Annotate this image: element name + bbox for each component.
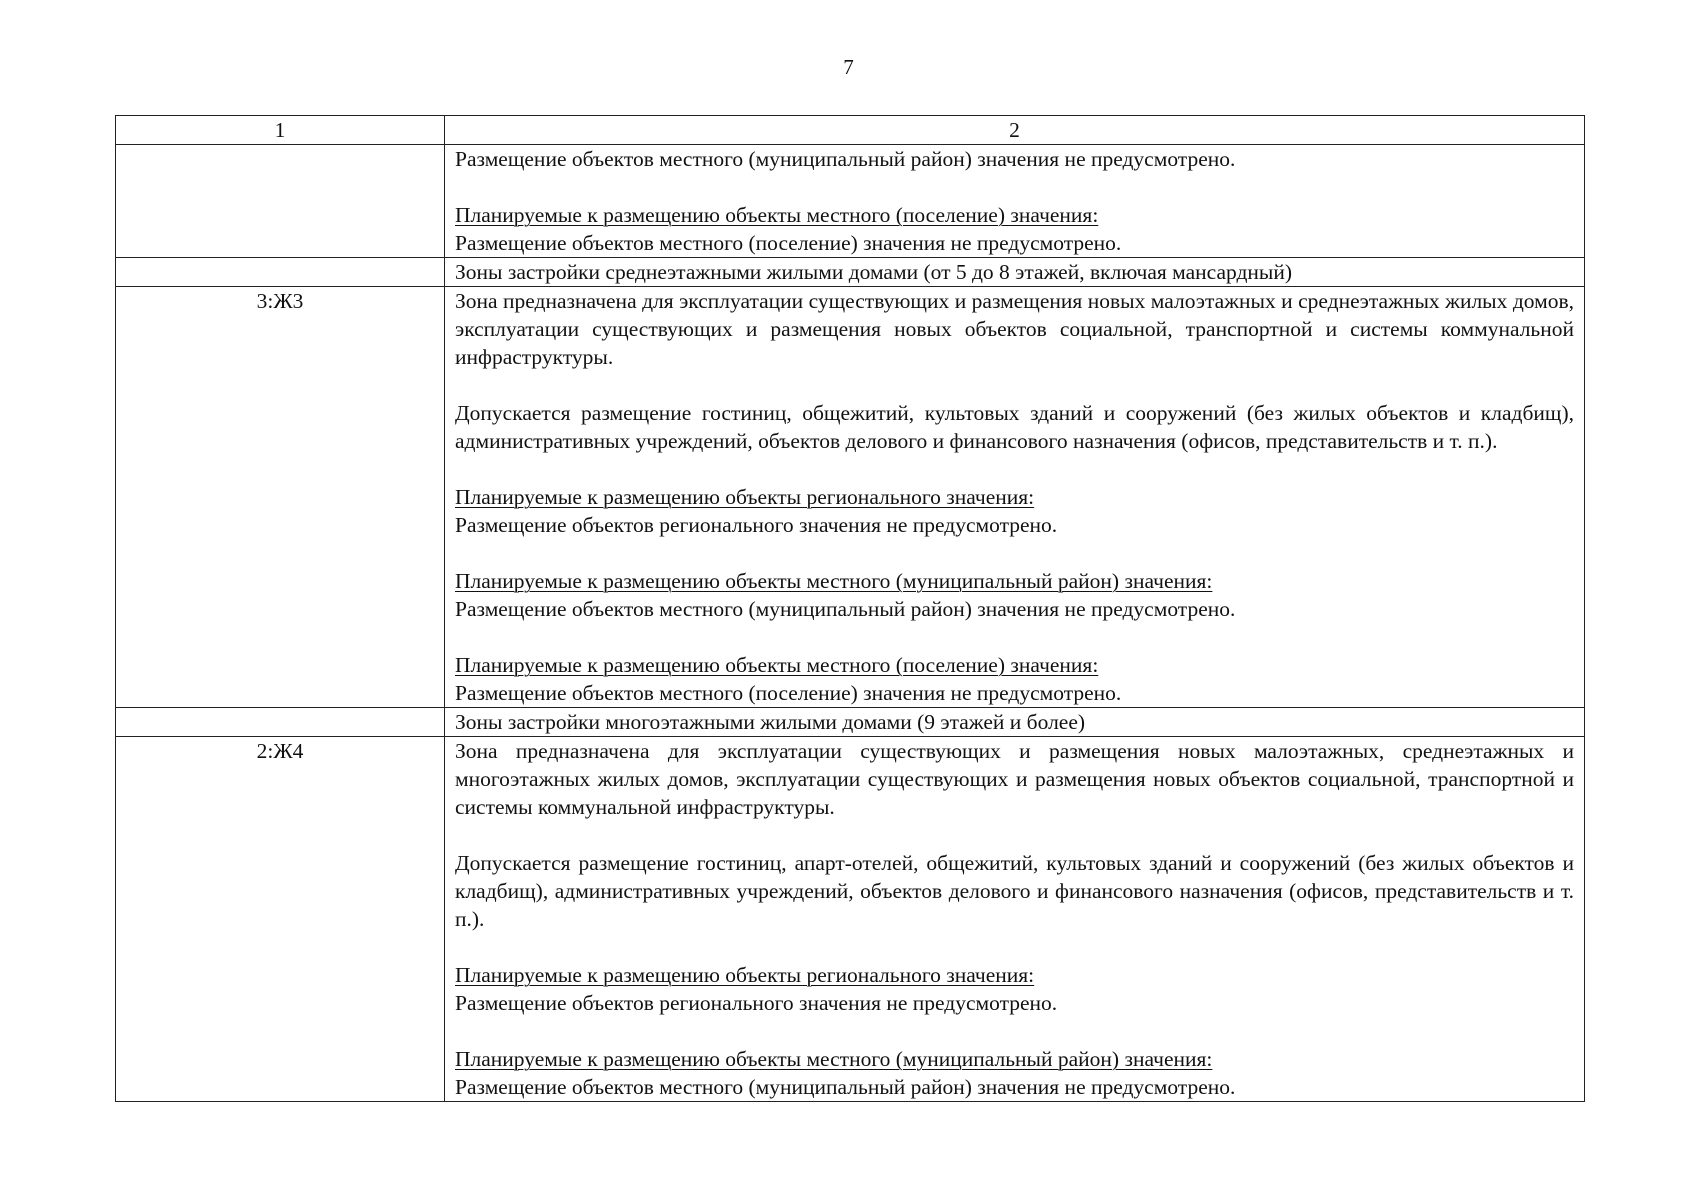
municipal-objects-text: Размещение объектов местного (муниципальный район) значения не предусмотрено. [455, 147, 1236, 171]
regional-objects-heading: Планируемые к размещению объекты регионального значения: [455, 963, 1035, 987]
municipal-objects-text: Размещение объектов местного (муниципальный район) значения не предусмотрено. [455, 1075, 1236, 1099]
municipal-objects-heading: Планируемые к размещению объекты местного (муниципальный район) значения: [455, 1047, 1213, 1071]
settlement-objects-heading: Планируемые к размещению объекты местного (поселение) значения: [455, 203, 1099, 227]
zone-purpose-text: Зона предназначена для эксплуатации существующих и размещения новых малоэтажных, среднеэтажных и многоэтажных жилых домов, эксплуатации существующих и размещения новых объектов социальной, транспортной и системы коммунальной инфраструктуры. [455, 739, 1574, 819]
zone-group-title: Зоны застройки среднеэтажными жилыми домами (от 5 до 8 этажей, включая мансардный) [445, 258, 1585, 287]
regional-objects-text: Размещение объектов регионального значения не предусмотрено. [455, 991, 1058, 1015]
settlement-objects-text: Размещение объектов местного (поселение) значения не предусмотрено. [455, 231, 1122, 255]
table-row-group-zh4 [116, 708, 1585, 737]
zone-code-cell [116, 258, 445, 287]
zone-purpose-text: Зона предназначена для эксплуатации существующих и размещения новых малоэтажных и среднеэтажных жилых домов, эксплуатации существующих и размещения новых объектов социальной, транспортной и системы коммунальной инфраструктуры. [455, 289, 1574, 369]
zone-code-cell [116, 145, 445, 258]
zone-description-cell [445, 145, 1585, 258]
header-col-1: 1 [116, 116, 445, 145]
municipal-objects-heading: Планируемые к размещению объекты местного (муниципальный район) значения: [455, 569, 1213, 593]
regional-objects-text: Размещение объектов регионального значения не предусмотрено. [455, 513, 1058, 537]
zone-allowed-text: Допускается размещение гостиниц, общежитий, культовых зданий и сооружений (без жилых объектов и кладбищ), административных учреждений, объектов делового и финансового назначения (офисов, представительств и т. п.). [455, 401, 1574, 453]
header-col-2: 2 [445, 116, 1585, 145]
zone-code-cell [116, 708, 445, 737]
settlement-objects-text: Размещение объектов местного (поселение) значения не предусмотрено. [455, 681, 1122, 705]
regional-objects-heading: Планируемые к размещению объекты регионального значения: [455, 485, 1035, 509]
zone-allowed-text: Допускается размещение гостиниц, апарт-отелей, общежитий, культовых зданий и сооружений (без жилых объектов и кладбищ), административных учреждений, объектов делового и финансового назначения (офисов, представительств и т. п.). [455, 851, 1574, 931]
table-row-group-zh3 [116, 258, 1585, 287]
zone-group-title: Зоны застройки многоэтажными жилыми домами (9 этажей и более) [445, 708, 1585, 737]
page-number: 7 [843, 55, 854, 79]
settlement-objects-heading: Планируемые к размещению объекты местного (поселение) значения: [455, 653, 1099, 677]
zone-code: 3:Ж3 [116, 287, 445, 708]
zone-code: 2:Ж4 [116, 737, 445, 1102]
table-header-row [116, 116, 1585, 145]
zone-description-cell [445, 287, 1585, 708]
zone-description-cell [445, 737, 1585, 1102]
table-row-zone-zh4 [116, 737, 1585, 1102]
zone-table [115, 115, 1585, 1102]
table-row-zone-zh3 [116, 287, 1585, 708]
table-row-continuation [116, 145, 1585, 258]
municipal-objects-text: Размещение объектов местного (муниципальный район) значения не предусмотрено. [455, 597, 1236, 621]
